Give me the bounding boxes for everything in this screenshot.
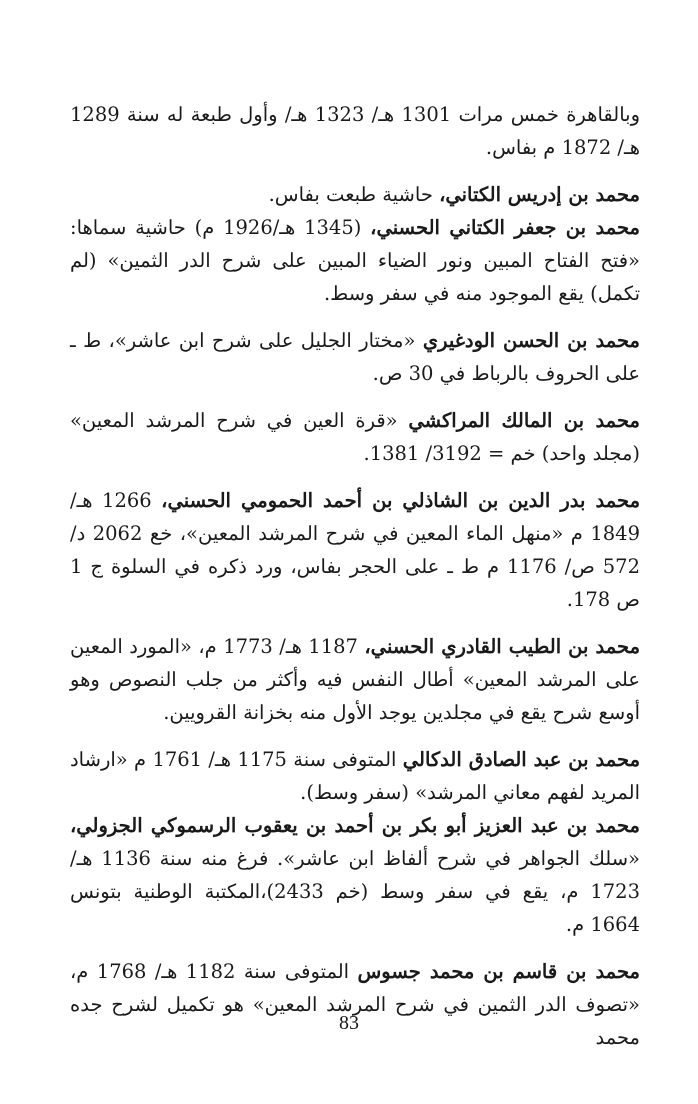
- entry-qadiri: [70, 630, 640, 729]
- entry-jassous: [70, 955, 640, 1054]
- entry-text: حاشية طبعت بفاس.: [268, 183, 440, 206]
- entry-kattani-idris: [70, 178, 640, 211]
- author-name: محمد بن عبد الصادق الدكالي: [402, 748, 641, 771]
- entry-text: (1345 هـ/1926 م) حاشية سماها: «فتح الفتاح المبين ونور الضياء المبين على شرح الدر الثمين» (لم تكمل) يقع الموجود منه في سفر وسط.: [70, 216, 640, 305]
- entry-text: 1187 هـ/ 1773 م، «المورد المعين على المرشد المعين» أطال النفس فيه وأكثر من جلب النصوص وهو أوسع شرح يقع في مجلدين يوجد الأول منه بخزانة القرويين.: [70, 635, 640, 724]
- entry-text: «قرة العين في شرح المرشد المعين» (مجلد واحد) خم = 3192/ 1381.: [70, 409, 640, 465]
- entry-text: «مختار الجليل على شرح ابن عاشر»، ط ـ على الحروف بالرباط في 30 ص.: [70, 329, 640, 385]
- author-name: محمد بن إدريس الكتاني،: [439, 183, 640, 206]
- author-name: محمد بن الطيب القادري الحسني،: [364, 635, 641, 658]
- entry-rasmouki: [70, 809, 640, 941]
- author-name: محمد بدر الدين بن الشاذلي بن أحمد الحمومي الحسني،: [161, 489, 641, 512]
- author-name: محمد بن عبد العزيز أبو بكر بن أحمد بن يعقوب الرسموكي الجزولي،: [70, 814, 640, 837]
- entry-badr-addin: [70, 484, 640, 616]
- page-body: [70, 98, 640, 1054]
- author-name: محمد بن المالك المراكشي: [408, 409, 640, 432]
- entry-dukkali: [70, 743, 640, 809]
- entry-text: المتوفى سنة 1182 هـ/ 1768 م، «تصوف الدر الثمين في شرح المرشد المعين» هو تكميل لشرح جده محمد: [70, 960, 640, 1049]
- entry-text: 1266 هـ/ 1849 م «منهل الماء المعين في شرح المرشد المعين»، خع 2062 د/ 572 ص/ 1176 م ط ـ على الحجر بفاس، ورد ذكره في السلوة ج 1 ص 178.: [70, 489, 640, 611]
- entry-wadghiri: [70, 324, 640, 390]
- entry-kattani-jaafar: [70, 211, 640, 310]
- entry-marrakshi: [70, 404, 640, 470]
- entry-text: وبالقاهرة خمس مرات 1301 هـ/ 1323 هـ/ وأول طبعة له سنة 1289 هـ/ 1872 م بفاس.: [70, 103, 640, 159]
- author-name: محمد بن جعفر الكتاني الحسني،: [370, 216, 640, 239]
- entry-text: المتوفى سنة 1175 هـ/ 1761 م «ارشاد المريد لفهم معاني المرشد» (سفر وسط).: [70, 748, 640, 804]
- author-name: محمد بن الحسن الودغيري: [422, 329, 640, 352]
- entry-text: «سلك الجواهر في شرح ألفاظ ابن عاشر». فرغ منه سنة 1136 هـ/ 1723 م، يقع في سفر وسط (خم 2433)،المكتبة الوطنية بتونس 1664 م.: [70, 847, 640, 936]
- page-number: 83: [339, 1012, 359, 1034]
- author-name: محمد بن قاسم بن محمد جسوس: [357, 960, 640, 983]
- paragraph-continuation: [70, 98, 640, 164]
